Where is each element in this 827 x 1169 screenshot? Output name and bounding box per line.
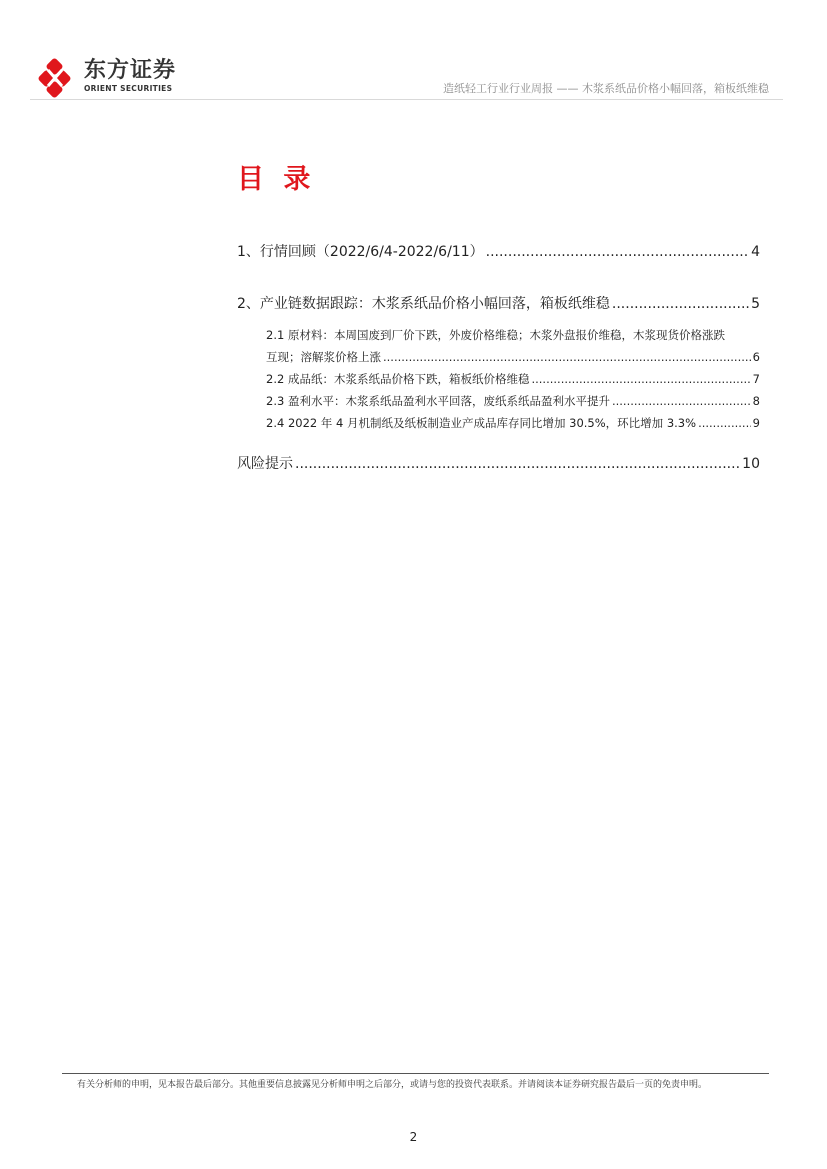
report-header-title: 造纸轻工行业行业周报 —— 木浆系纸品价格小幅回落，箱板纸维稳 — [443, 82, 769, 95]
toc-entry-2-2[interactable] — [266, 372, 760, 387]
toc-entry-page: 9 — [752, 416, 760, 430]
toc-entry-1[interactable] — [237, 243, 760, 261]
toc-leader-dots — [531, 372, 750, 387]
toc-entry-2-3[interactable] — [266, 394, 760, 409]
toc-leader-dots — [698, 416, 751, 431]
toc-entry-2-1-line1[interactable]: 2.1 原材料：本周国废到厂价下跌，外废价格维稳；木浆外盘报价维稳，木浆现货价格涨跌 — [266, 328, 725, 342]
toc-leader-dots — [612, 394, 751, 409]
toc-entry-page: 5 — [751, 296, 760, 312]
toc-entry-page: 10 — [742, 456, 760, 472]
orient-securities-logo-icon — [38, 58, 78, 98]
toc-title: 目 录 — [237, 164, 316, 195]
toc-entry-text: 风险提示 — [237, 456, 293, 472]
toc-entry-text: 2.4 2022 年 4 月机制纸及纸板制造业产成品库存同比增加 30.5%，环比增加 3.3% — [266, 416, 697, 430]
toc-entry-text: 1、行情回顾（2022/6/4-2022/6/11） — [237, 244, 484, 260]
toc-entry-2-1[interactable] — [266, 350, 760, 365]
toc-leader-dots — [295, 455, 740, 473]
toc-leader-dots — [486, 243, 749, 261]
toc-entry-text: 2、产业链数据跟踪：木浆系纸品价格小幅回落，箱板纸维稳 — [237, 296, 610, 312]
toc-entry-text: 互现；溶解浆价格上涨 — [266, 350, 381, 364]
toc-leader-dots — [383, 350, 751, 365]
toc-entry-page: 8 — [752, 394, 760, 408]
toc-leader-dots — [612, 295, 749, 313]
toc-entry-page: 7 — [752, 372, 760, 386]
company-name-cn: 东方证券 — [84, 58, 177, 83]
toc-entry-2[interactable] — [237, 295, 760, 313]
toc-entry-risk[interactable] — [237, 455, 760, 473]
toc-entry-page: 4 — [751, 244, 760, 260]
page-number: 2 — [409, 1130, 418, 1144]
footer-divider — [62, 1073, 769, 1074]
toc-entry-text: 2.2 成品纸：木浆系纸品价格下跌，箱板纸价格维稳 — [266, 372, 530, 386]
header-divider — [30, 99, 783, 100]
toc-entry-text: 2.3 盈利水平：木浆系纸品盈利水平回落，废纸系纸品盈利水平提升 — [266, 394, 610, 408]
toc-entry-2-4[interactable] — [266, 416, 760, 431]
company-name-en: ORIENT SECURITIES — [84, 84, 173, 93]
toc-entry-page: 6 — [752, 350, 760, 364]
footer-disclaimer: 有关分析师的申明，见本报告最后部分。其他重要信息披露见分析师申明之后部分，或请与您的投资代表联系。并请阅读本证券研究报告最后一页的免责申明。 — [77, 1080, 708, 1090]
